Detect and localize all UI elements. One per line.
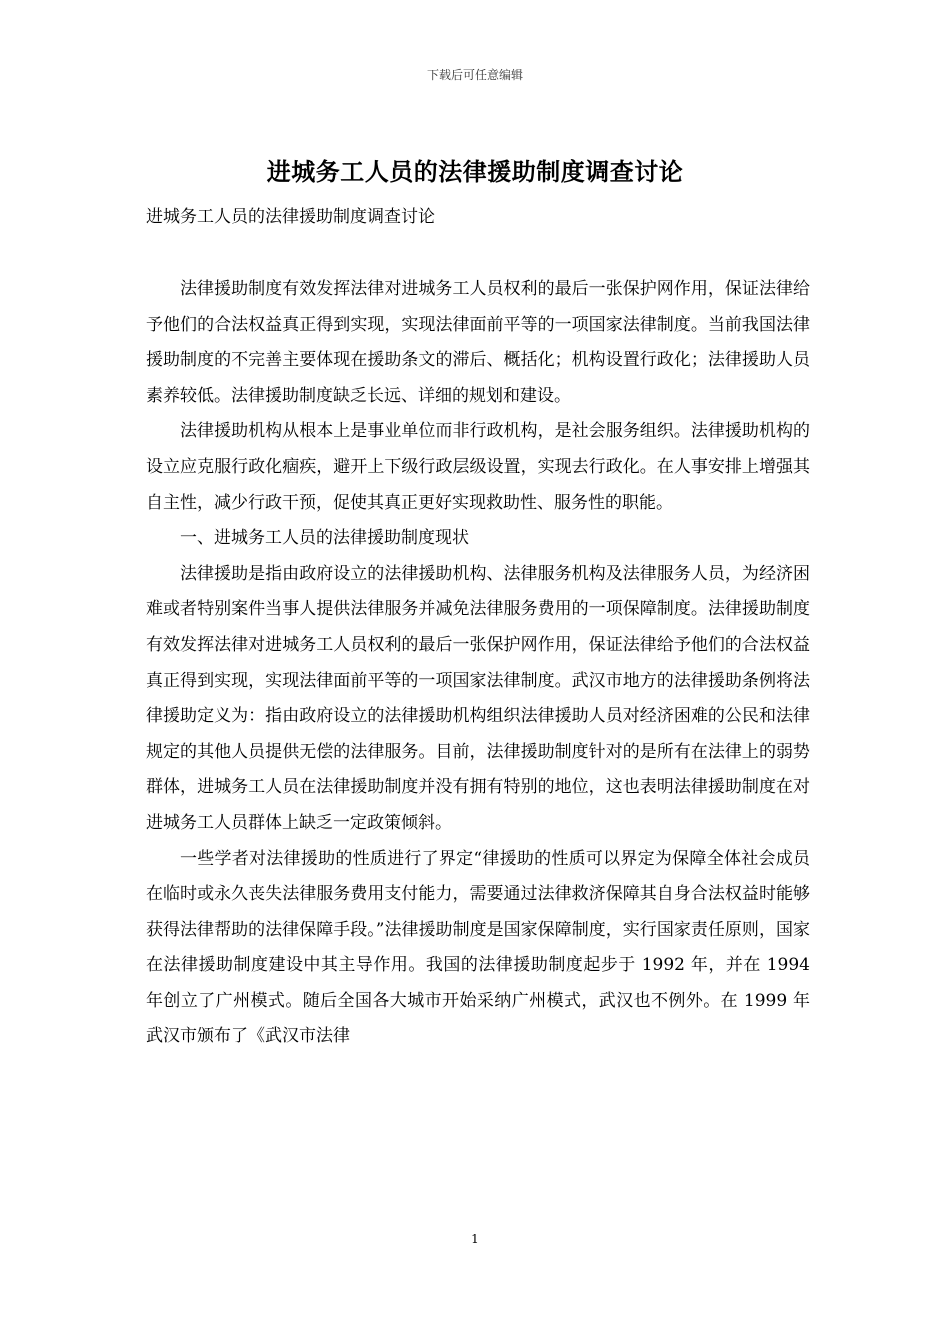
paragraph-1: 法律援助制度有效发挥法律对进城务工人员权利的最后一张保护网作用，保证法律给予他们的合法权益真正得到实现，实现法律面前平等的一项国家法律制度。当前我国法律援助制度的不完善主要体现在援助条文的滞后、概括化；机构设置行政化；法律援助人员素养较低。法律援助制度缺乏长远、详细的规划和建设。 bbox=[146, 279, 810, 406]
paragraph-3: 法律援助是指由政府设立的法律援助机构、法律服务机构及法律服务人员，为经济困难或者特别案件当事人提供法律服务并减免法律服务费用的一项保障制度。法律援助制度有效发挥法律对进城务工人员权利的最后一张保护网作用，保证法律给予他们的合法权益真正得到实现，实现法律面前平等的一项国家法律制度。武汉市地方的法律援助条例将法律援助定义为：指由政府设立的法律援助机构组织法律援助人员对经济困难的公民和法律规定的其他人员提供无偿的法律服务。目前，法律援助制度针对的是所有在法律上的弱势群体，进城务工人员在法律援助制度并没有拥有特别的地位，这也表明法律援助制度在对进城务工人员群体上缺乏一定政策倾斜。 bbox=[146, 563, 810, 833]
paragraph-2: 法律援助机构从根本上是事业单位而非行政机构，是社会服务组织。法律援助机构的设立应克服行政化痼疾，避开上下级行政层级设置，实现去行政化。在人事安排上增强其自主性，减少行政干预，促使其真正更好实现救助性、服务性的职能。 bbox=[146, 421, 810, 513]
header-note: 下载后可任意编辑 bbox=[426, 68, 523, 82]
paragraph-4: 一些学者对法律援助的性质进行了界定“律援助的性质可以界定为保障全体社会成员在临时或永久丧失法律服务费用支付能力，需要通过法律救济保障其自身合法权益时能够获得法律帮助的法律保障手段。”法律援助制度是国家保障制度，实行国家责任原则，国家在法律援助制度建设中其主导作用。我国的法律援助制度起步于 1992 年，并在 1994 年创立了广州模式。随后全国各大城市开始采纳广州模式，武汉也不例外。在 1999 年武汉市颁布了《武汉市法律 bbox=[146, 848, 810, 1047]
document-subtitle: 进城务工人员的法律援助制度调查讨论 bbox=[146, 207, 435, 227]
document-title: 进城务工人员的法律援助制度调查讨论 bbox=[266, 157, 684, 186]
page-number: 1 bbox=[471, 1232, 479, 1246]
document-body bbox=[146, 272, 810, 1055]
section-heading-1: 一、进城务工人员的法律援助制度现状 bbox=[180, 528, 469, 549]
